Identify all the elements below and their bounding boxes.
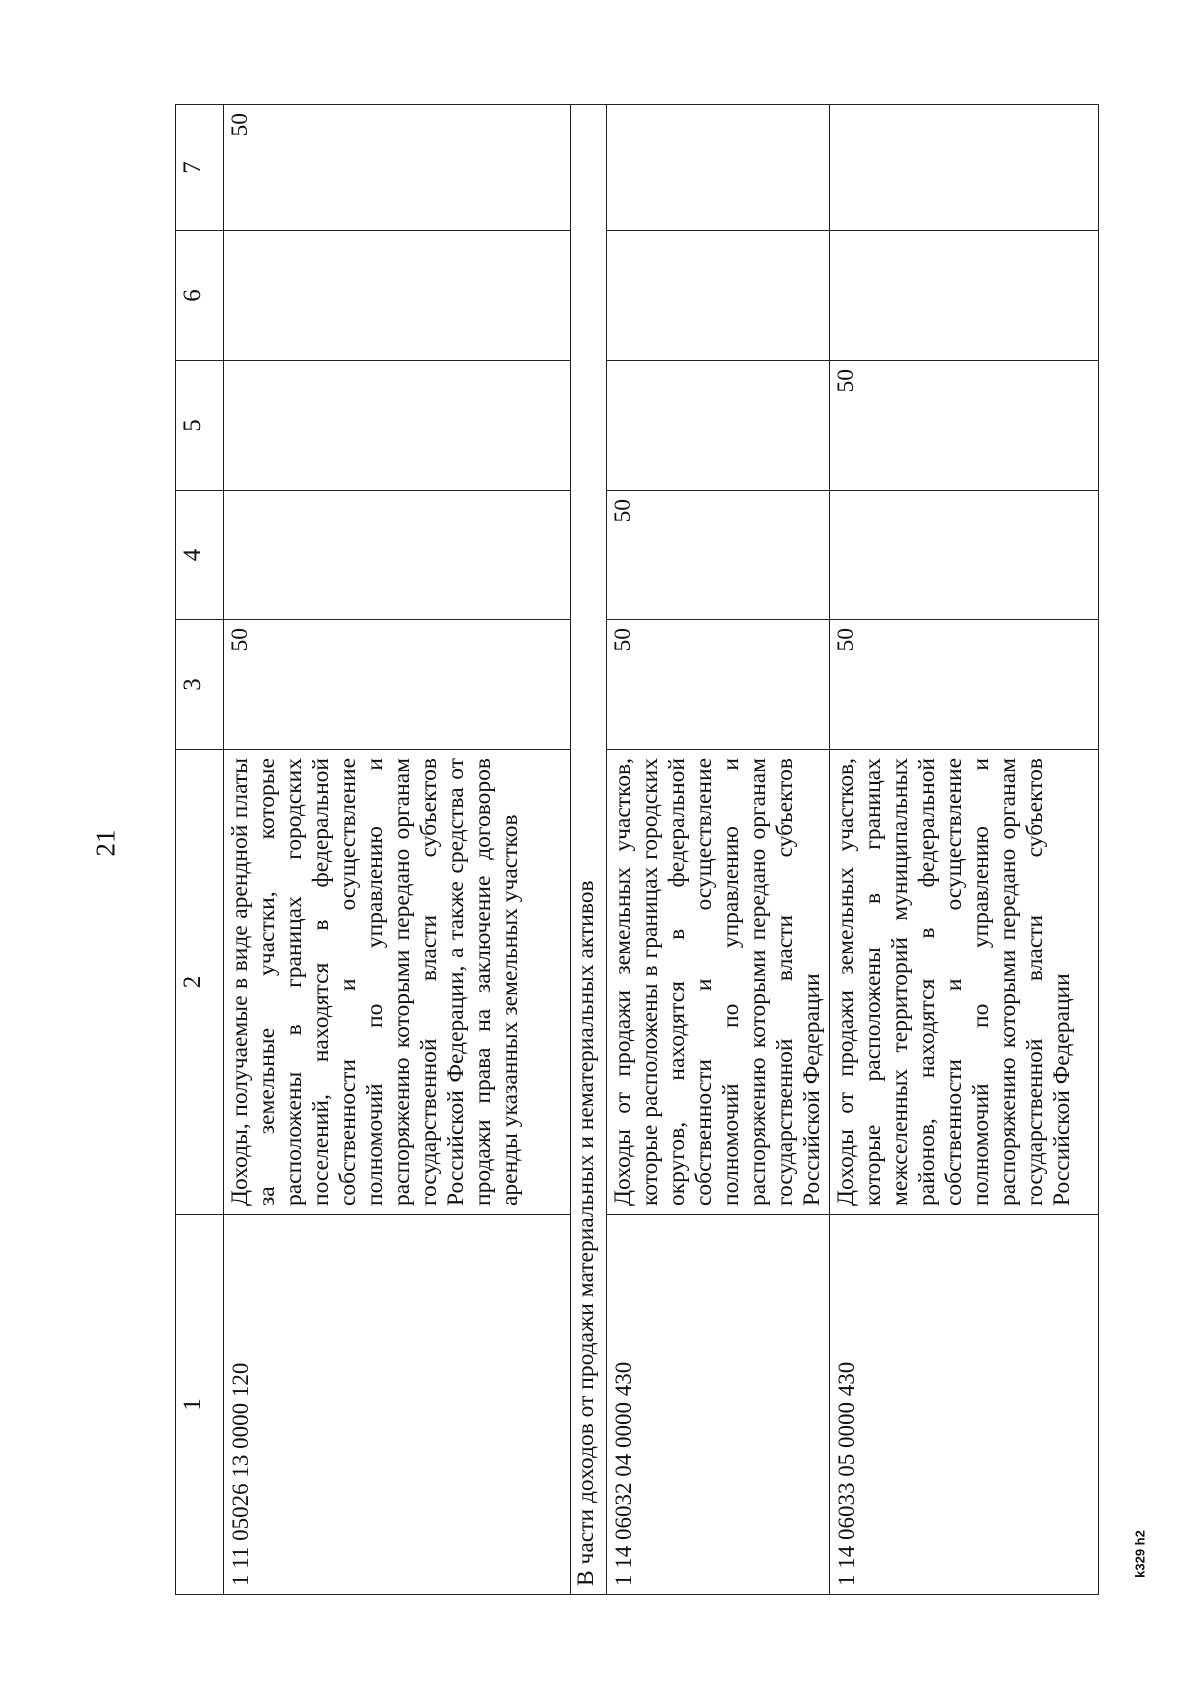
footer-document-code: k329 h2 bbox=[1132, 1530, 1148, 1578]
value-cell-col6 bbox=[224, 231, 571, 361]
column-header-3: 3 bbox=[176, 620, 224, 750]
table-row bbox=[607, 105, 830, 1595]
page-number: 21 bbox=[90, 829, 121, 857]
section-heading: В части доходов от продажи материальных и нематериальных активов bbox=[571, 105, 607, 1595]
value-cell-col5: 50 bbox=[830, 361, 1099, 491]
value-cell-col7 bbox=[607, 105, 830, 231]
revenue-name-cell: Доходы от продажи земельных участков, которые расположены в границах городских округов, находятся в федеральной собственности и осуществление полномочий по управлению и распоряжению которыми передано органам государственной власти субъектов Российской Федерации bbox=[607, 750, 830, 1215]
value-cell-col3: 50 bbox=[607, 620, 830, 750]
column-header-5: 5 bbox=[176, 361, 224, 491]
column-header-4: 4 bbox=[176, 491, 224, 620]
table-row bbox=[830, 105, 1099, 1595]
header-row bbox=[176, 105, 224, 1595]
column-header-1: 1 bbox=[176, 1215, 224, 1595]
value-cell-col6 bbox=[830, 231, 1099, 361]
value-cell-col7 bbox=[830, 105, 1099, 231]
revenue-code-cell: 1 11 05026 13 0000 120 bbox=[224, 1215, 571, 1595]
revenue-name-cell: Доходы от продажи земельных участков, которые расположены в границах межселенных территорий муниципальных районов, находятся в федеральной собственности и осуществление полномочий по управлению и распоряжению которыми передано органам государственной власти субъектов Российской Федерации bbox=[830, 750, 1099, 1215]
revenue-distribution-table bbox=[175, 104, 1099, 1595]
value-cell-col3: 50 bbox=[224, 620, 571, 750]
column-header-2: 2 bbox=[176, 750, 224, 1215]
value-cell-col5 bbox=[224, 361, 571, 491]
revenue-name-cell: Доходы, получаемые в виде арендной платы за земельные участки, которые расположены в границах городских поселений, находятся в федеральной собственности и осуществление полномочий по управлению и распоряжению которыми передано органам государственной власти субъектов Российской Федерации, а также средства от продажи права на заключение договоров аренды указанных земельных участков bbox=[224, 750, 571, 1215]
table-row bbox=[224, 105, 571, 1595]
revenue-code-cell: 1 14 06032 04 0000 430 bbox=[607, 1215, 830, 1595]
value-cell-col6 bbox=[607, 231, 830, 361]
value-cell-col4 bbox=[830, 491, 1099, 620]
section-heading-row bbox=[571, 105, 607, 1595]
value-cell-col4 bbox=[224, 491, 571, 620]
rotated-table-container bbox=[175, 105, 1111, 1595]
value-cell-col4: 50 bbox=[607, 491, 830, 620]
value-cell-col3: 50 bbox=[830, 620, 1099, 750]
value-cell-col7: 50 bbox=[224, 105, 571, 231]
value-cell-col5 bbox=[607, 361, 830, 491]
column-header-7: 7 bbox=[176, 105, 224, 231]
column-header-6: 6 bbox=[176, 231, 224, 361]
revenue-code-cell: 1 14 06033 05 0000 430 bbox=[830, 1215, 1099, 1595]
